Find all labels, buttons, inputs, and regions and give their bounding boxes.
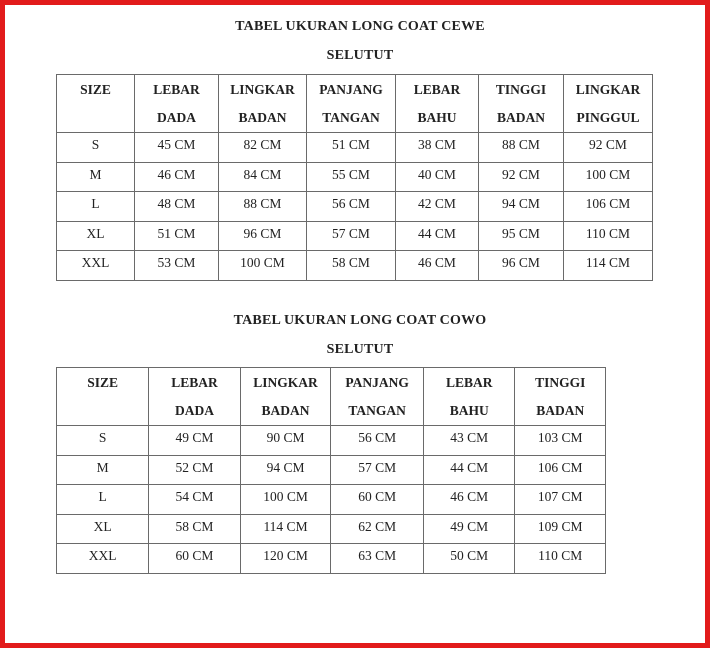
header-line-1: PANJANG xyxy=(345,375,409,390)
size-cell: S xyxy=(57,426,149,456)
header-cell xyxy=(564,75,653,133)
measurement-cell: 96 CM xyxy=(219,221,307,251)
measurement-cell: 58 CM xyxy=(149,514,240,544)
measurement-cell: 60 CM xyxy=(149,544,240,574)
header-cell xyxy=(149,368,240,426)
header-cell xyxy=(396,75,479,133)
table-row xyxy=(57,162,653,192)
measurement-cell: 43 CM xyxy=(423,426,514,456)
measurement-cell: 46 CM xyxy=(135,162,219,192)
measurement-cell: 84 CM xyxy=(219,162,307,192)
size-cell: XXL xyxy=(57,544,149,574)
header-cell xyxy=(219,75,307,133)
size-cell: S xyxy=(57,133,135,163)
measurement-cell: 53 CM xyxy=(135,251,219,281)
measurement-cell: 114 CM xyxy=(564,251,653,281)
measurement-cell: 109 CM xyxy=(515,514,606,544)
header-cell xyxy=(57,368,149,426)
measurement-cell: 88 CM xyxy=(479,133,564,163)
header-line-1: SIZE xyxy=(80,82,111,97)
table-row xyxy=(57,221,653,251)
women-table-title: TABEL UKURAN LONG COAT CEWE xyxy=(235,19,485,34)
table-row xyxy=(57,426,606,456)
header-line-1: TINGGI xyxy=(495,82,547,97)
measurement-cell: 94 CM xyxy=(240,455,331,485)
measurement-cell: 110 CM xyxy=(564,221,653,251)
measurement-cell: 62 CM xyxy=(331,514,424,544)
header-cell xyxy=(240,368,331,426)
header-cell xyxy=(479,75,564,133)
measurement-cell: 57 CM xyxy=(331,455,424,485)
header-row xyxy=(57,368,606,426)
measurement-cell: 55 CM xyxy=(307,162,396,192)
header-line-1: SIZE xyxy=(87,375,118,390)
measurement-cell: 92 CM xyxy=(479,162,564,192)
table-row xyxy=(57,133,653,163)
men-table-body xyxy=(57,426,606,574)
measurement-cell: 100 CM xyxy=(564,162,653,192)
table-row xyxy=(57,485,606,515)
header-line-2: BADAN xyxy=(496,110,545,125)
header-cell xyxy=(307,75,396,133)
header-line-2: TANGAN xyxy=(322,110,380,125)
table-row xyxy=(57,251,653,281)
measurement-cell: 44 CM xyxy=(423,455,514,485)
header-line-1: LINGKAR xyxy=(230,82,295,97)
measurement-cell: 58 CM xyxy=(307,251,396,281)
header-line-1: TINGGI xyxy=(535,375,586,390)
size-cell: XL xyxy=(57,514,149,544)
header-line-1: PANJANG xyxy=(319,82,383,97)
header-line-2: BAHU xyxy=(449,403,489,418)
header-line-2: TANGAN xyxy=(348,403,406,418)
header-line-2: DADA xyxy=(157,110,196,125)
measurement-cell: 114 CM xyxy=(240,514,331,544)
measurement-cell: 51 CM xyxy=(135,221,219,251)
measurement-cell: 57 CM xyxy=(307,221,396,251)
measurement-cell: 52 CM xyxy=(149,455,240,485)
header-line-1: LINGKAR xyxy=(575,82,641,97)
women-size-table xyxy=(56,74,653,281)
table-row xyxy=(57,544,606,574)
measurement-cell: 82 CM xyxy=(219,133,307,163)
measurement-cell: 40 CM xyxy=(396,162,479,192)
measurement-cell: 54 CM xyxy=(149,485,240,515)
header-cell xyxy=(135,75,219,133)
measurement-cell: 49 CM xyxy=(423,514,514,544)
measurement-cell: 46 CM xyxy=(423,485,514,515)
measurement-cell: 50 CM xyxy=(423,544,514,574)
measurement-cell: 100 CM xyxy=(219,251,307,281)
header-line-2: BADAN xyxy=(261,403,310,418)
measurement-cell: 45 CM xyxy=(135,133,219,163)
women-table-body xyxy=(57,133,653,281)
header-row xyxy=(57,75,653,133)
header-line-2: BADAN xyxy=(238,110,287,125)
header-cell xyxy=(57,75,135,133)
header-cell xyxy=(515,368,606,426)
header-line-1: LEBAR xyxy=(413,82,461,97)
measurement-cell: 51 CM xyxy=(307,133,396,163)
header-line-2: BAHU xyxy=(417,110,457,125)
header-cell xyxy=(331,368,424,426)
size-cell: M xyxy=(57,455,149,485)
men-table-subtitle: SELUTUT xyxy=(326,342,394,357)
header-cell xyxy=(423,368,514,426)
header-line-1: LEBAR xyxy=(153,82,200,97)
measurement-cell: 103 CM xyxy=(515,426,606,456)
measurement-cell: 100 CM xyxy=(240,485,331,515)
measurement-cell: 38 CM xyxy=(396,133,479,163)
size-cell: L xyxy=(57,485,149,515)
measurement-cell: 48 CM xyxy=(135,192,219,222)
measurement-cell: 94 CM xyxy=(479,192,564,222)
header-line-1: LEBAR xyxy=(445,375,493,390)
header-line-2: DADA xyxy=(174,403,214,418)
header-line-2: PINGGUL xyxy=(576,110,640,125)
table-row xyxy=(57,455,606,485)
measurement-cell: 88 CM xyxy=(219,192,307,222)
header-line-1: LEBAR xyxy=(171,375,218,390)
measurement-cell: 56 CM xyxy=(331,426,424,456)
measurement-cell: 49 CM xyxy=(149,426,240,456)
header-line-2: BADAN xyxy=(536,403,585,418)
measurement-cell: 46 CM xyxy=(396,251,479,281)
women-table-subtitle: SELUTUT xyxy=(326,48,394,63)
measurement-cell: 95 CM xyxy=(479,221,564,251)
measurement-cell: 90 CM xyxy=(240,426,331,456)
size-cell: XXL xyxy=(57,251,135,281)
size-cell: L xyxy=(57,192,135,222)
men-table-title: TABEL UKURAN LONG COAT COWO xyxy=(233,313,487,328)
measurement-cell: 106 CM xyxy=(564,192,653,222)
size-cell: XL xyxy=(57,221,135,251)
measurement-cell: 110 CM xyxy=(515,544,606,574)
measurement-cell: 96 CM xyxy=(479,251,564,281)
size-cell: M xyxy=(57,162,135,192)
measurement-cell: 92 CM xyxy=(564,133,653,163)
measurement-cell: 44 CM xyxy=(396,221,479,251)
measurement-cell: 120 CM xyxy=(240,544,331,574)
table-row xyxy=(57,514,606,544)
measurement-cell: 42 CM xyxy=(396,192,479,222)
header-line-1: LINGKAR xyxy=(253,375,318,390)
measurement-cell: 63 CM xyxy=(331,544,424,574)
table-row xyxy=(57,192,653,222)
men-size-table xyxy=(56,367,606,574)
measurement-cell: 60 CM xyxy=(331,485,424,515)
measurement-cell: 107 CM xyxy=(515,485,606,515)
measurement-cell: 106 CM xyxy=(515,455,606,485)
measurement-cell: 56 CM xyxy=(307,192,396,222)
